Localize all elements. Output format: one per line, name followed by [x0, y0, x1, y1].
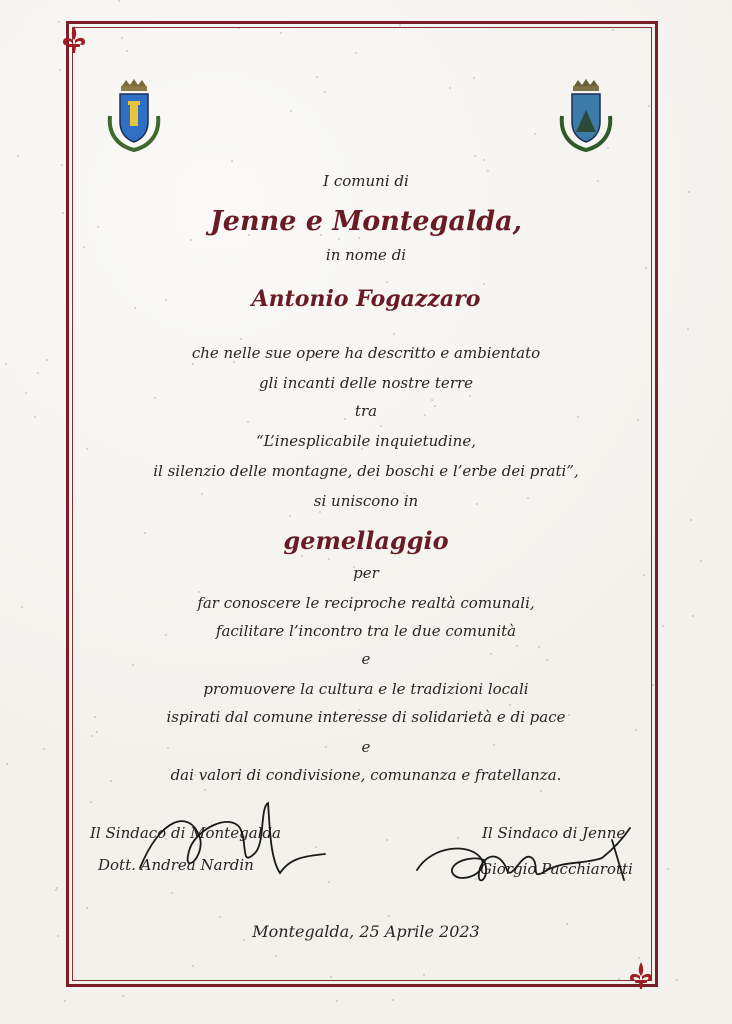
left-signer-name: Dott. Andrea Nardin [98, 856, 254, 874]
right-signer-title: Il Sindaco di Jenne [482, 824, 626, 842]
paper-fleck [55, 889, 57, 891]
place-date: Montegalda, 25 Aprile 2023 [252, 922, 480, 941]
text-line: dai valori di condivisione, comunanza e fratellanza. [170, 766, 562, 784]
text-line: ispirati dal comune interesse di solidarietà e di pace [166, 708, 566, 726]
text-line: tra [354, 402, 378, 420]
paper-fleck [59, 69, 61, 71]
intro-line: I comuni di [323, 172, 409, 190]
text-line: che nelle sue opere ha descritto e ambientato [191, 344, 541, 362]
montegalda-coat-of-arms-icon [104, 76, 164, 156]
paper-fleck [118, 0, 120, 2]
paper-fleck [5, 363, 7, 365]
towns-title: Jenne e Montegalda, [210, 206, 522, 237]
text-line: e [361, 650, 371, 668]
person-name: Antonio Fogazzaro [251, 286, 481, 312]
paper-fleck [336, 1000, 338, 1002]
text-line: promuovere la cultura e le tradizioni locali [203, 680, 529, 698]
twinning-keyword: gemellaggio [283, 526, 449, 555]
right-signer-name: Giorgio Pacchiarotti [480, 860, 633, 878]
text-line: gli incanti delle nostre terre [258, 374, 474, 392]
paper-fleck [61, 164, 63, 166]
paper-fleck [687, 328, 689, 330]
in-name-of-line: in nome di [325, 246, 407, 264]
text-line: e [361, 738, 371, 756]
text-line: si uniscono in [313, 492, 419, 510]
paper-fleck [17, 155, 19, 157]
paper-fleck [667, 868, 669, 870]
fleur-de-lis-icon [57, 22, 91, 56]
fleur-de-lis-icon [624, 958, 658, 992]
text-line: far conoscere le reciproche realtà comunali, [197, 594, 535, 612]
text-line: per [353, 564, 379, 582]
paper-fleck [700, 560, 702, 562]
paper-fleck [64, 1000, 66, 1002]
quote-line: il silenzio delle montagne, dei boschi e l’erbe dei prati”, [153, 462, 579, 480]
paper-fleck [688, 191, 690, 193]
left-signer-title: Il Sindaco di Montegalda [90, 824, 281, 842]
text-line: facilitare l’incontro tra le due comunità [215, 622, 517, 640]
quote-line: “L’inesplicabile inquietudine, [255, 432, 476, 450]
right-signature-icon [412, 820, 642, 900]
paper-fleck [122, 995, 124, 997]
paper-fleck [692, 615, 694, 617]
paper-fleck [392, 999, 394, 1001]
paper-fleck [25, 392, 27, 394]
paper-fleck [676, 979, 678, 981]
jenne-coat-of-arms-icon [556, 76, 616, 156]
left-signature-icon [120, 798, 330, 888]
paper-fleck [6, 763, 8, 765]
paper-fleck [690, 519, 692, 521]
